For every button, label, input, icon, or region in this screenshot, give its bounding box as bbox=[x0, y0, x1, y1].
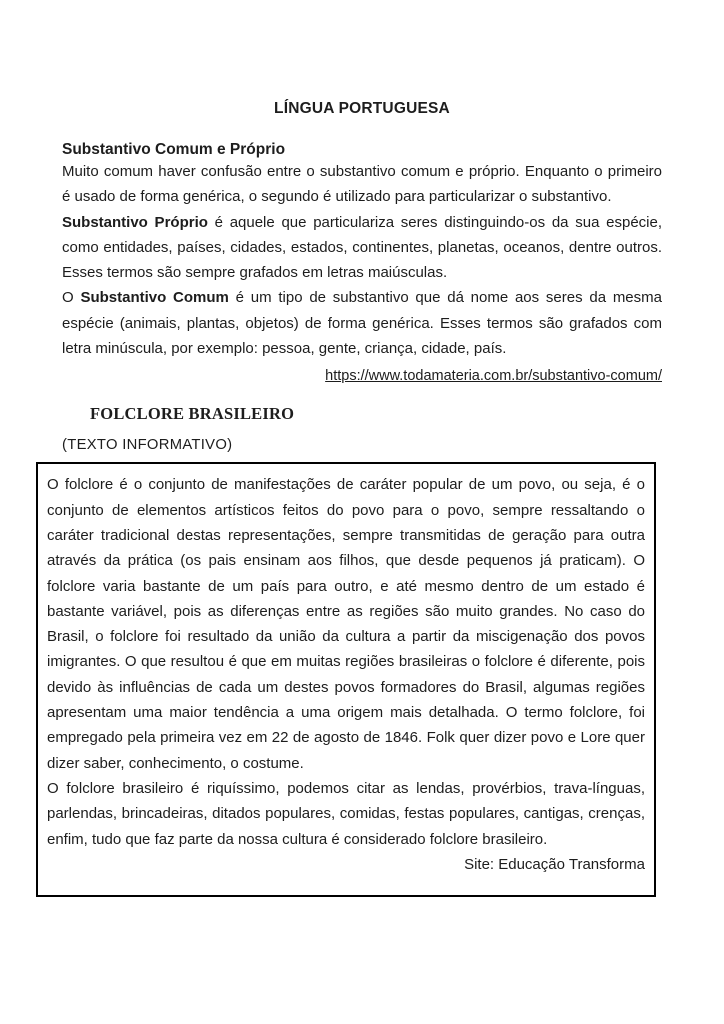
intro-paragraph: Muito comum haver confusão entre o substantivo comum e próprio. Enquanto o primeiro é usado de forma genérica, o segundo é utilizado para particularizar o substantivo. bbox=[62, 163, 662, 206]
proper-noun-term: Substantivo Próprio bbox=[62, 213, 208, 231]
page-title: LÍNGUA PORTUGUESA bbox=[274, 100, 450, 117]
common-noun-lead: O bbox=[62, 289, 81, 307]
source-link-row bbox=[62, 366, 662, 386]
common-noun-term: Substantivo Comum bbox=[80, 289, 229, 307]
box-source-credit: Site: Educação Transforma bbox=[464, 855, 645, 873]
texto-informativo-label: (TEXTO INFORMATIVO) bbox=[62, 437, 233, 454]
section2-heading: FOLCLORE BRASILEIRO bbox=[90, 404, 295, 424]
source-link[interactable]: https://www.todamateria.com.br/substantivo-comum/ bbox=[325, 368, 662, 385]
proper-noun-definition: é aquele que particulariza seres distinguindo-os da sua espécie, como entidades, países, cidades, estados, continentes, planetas, oceanos, dentre outros. Esses termos são sempre grafados em letras maiúsculas. bbox=[62, 213, 663, 282]
folclore-paragraph-1: O folclore é o conjunto de manifestações de caráter popular de um povo, ou seja, é o conjunto de elementos artísticos feitos do povo para o povo, sempre ressaltando o caráter tradicional destas representações, sempre transmitidas de geração para outra através da prática (os pais ensinam aos filhos, que desde pequenos já praticam). O folclore varia bastante de um país para outro, e até mesmo dentro de um estado é bastante variável, pois as diferenças entre as regiões são muito grandes. No caso do Brasil, o folclore foi resultado da união da cultura a partir da miscigenação dos povos imigrantes. O que resultou é que em muitas regiões brasileiras o folclore é diferente, pois devido às influências de cada um destes povos formadores do Brasil, algumas regiões apresentam uma maior tendência a uma origem mais detalhada. O termo folclore, foi empregado pela primeira vez em 22 de agosto de 1846. Folk quer dizer povo e Lore quer dizer saber, conhecimento, o costume. bbox=[47, 476, 645, 772]
section1-heading: Substantivo Comum e Próprio bbox=[62, 141, 286, 158]
proper-noun-paragraph bbox=[62, 210, 662, 286]
common-noun-definition: é um tipo de substantivo que dá nome aos seres da mesma espécie (animais, plantas, objetos) de forma genérica. Esses termos são grafados com letra minúscula, por exemplo: pessoa, gente, criança, cidade, país. bbox=[62, 289, 662, 358]
informative-text-box bbox=[36, 462, 656, 897]
common-noun-paragraph bbox=[62, 285, 662, 361]
folclore-paragraph-2: O folclore brasileiro é riquíssimo, podemos citar as lendas, provérbios, trava-línguas, parlendas, brincadeiras, ditados populares, comidas, festas populares, cantigas, crenças, enfim, tudo que faz parte da nossa cultura é considerado folclore brasileiro. bbox=[47, 779, 645, 848]
